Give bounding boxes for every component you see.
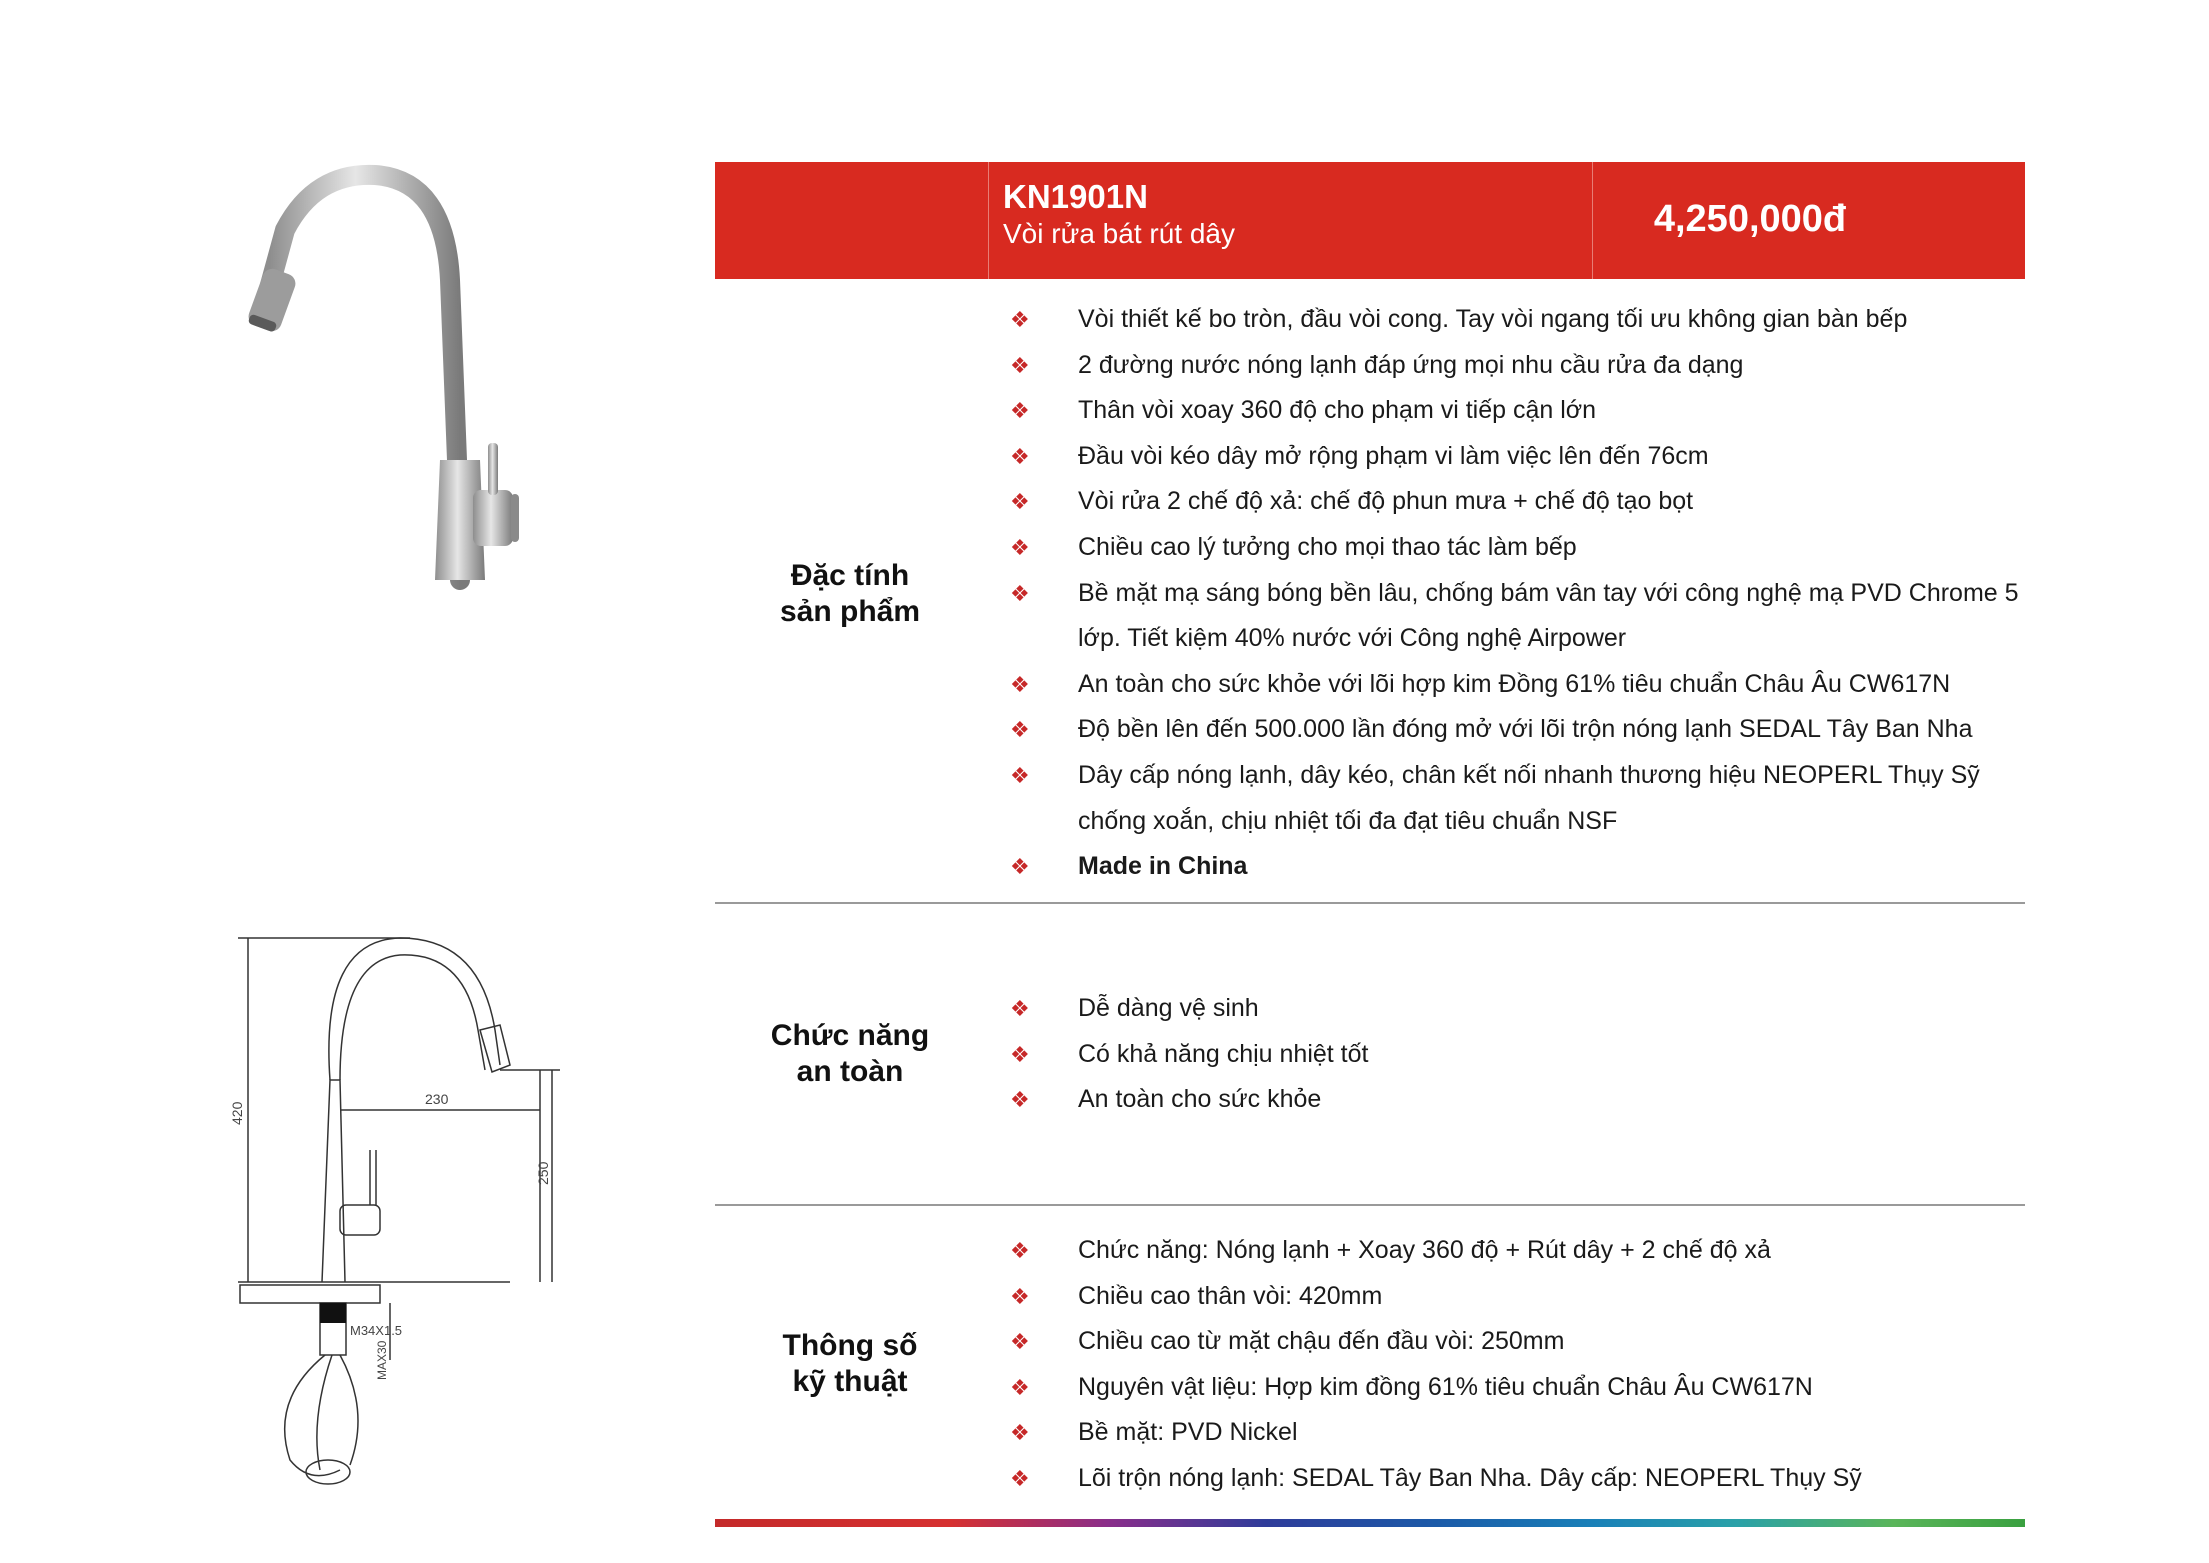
list-item-text: Bề mặt mạ sáng bóng bền lâu, chống bám vân tay với công nghệ mạ PVD Chrome 5 lớp. Tiết kiệm 40% nước với Công nghệ Airpower (1078, 578, 2019, 653)
list-item (1010, 1410, 2020, 1456)
safety-list (1010, 986, 2020, 1123)
list-item (1010, 343, 2020, 389)
list-item-text: Nguyên vật liệu: Hợp kim đồng 61% tiêu chuẩn Châu Âu CW617N (1078, 1372, 1813, 1401)
list-item-text: Made in China (1078, 852, 1248, 881)
section-divider (715, 1204, 2025, 1206)
bullet-icon: ❖ (1010, 443, 1030, 469)
list-item (1010, 1274, 2020, 1320)
bullet-icon: ❖ (1010, 352, 1030, 378)
list-item-text: Bề mặt: PVD Nickel (1078, 1418, 1298, 1447)
list-item (1010, 707, 2020, 753)
bullet-icon: ❖ (1010, 1420, 1030, 1446)
bullet-icon: ❖ (1010, 671, 1030, 697)
list-item (1010, 1228, 2020, 1274)
bullet-icon: ❖ (1010, 534, 1030, 560)
bullet-icon: ❖ (1010, 489, 1030, 515)
section-label-line: sản phẩm (779, 595, 921, 628)
section-divider (715, 902, 2025, 904)
max-thickness-label: MAX30 (375, 1340, 389, 1380)
list-item (1010, 571, 2020, 662)
feature-list (1010, 297, 2020, 890)
bullet-icon: ❖ (1010, 1283, 1030, 1309)
product-price: 4,250,000đ (1653, 198, 1847, 240)
list-item-text: Dây cấp nóng lạnh, dây kéo, chân kết nối nhanh thương hiệu NEOPERL Thụy Sỹ chống xoắn, chịu nhiệt tối đa đạt tiêu chuẩn NSF (1078, 760, 1980, 835)
bullet-icon: ❖ (1010, 1041, 1030, 1067)
list-item-text: Độ bền lên đến 500.000 lần đóng mở với lõi trộn nóng lạnh SEDAL Tây Ban Nha (1078, 715, 1973, 744)
section-label-specs (735, 1328, 965, 1400)
section-label-line: kỹ thuật (792, 1365, 908, 1398)
section-label-line: Đặc tính (790, 559, 910, 592)
list-item (1010, 1456, 2020, 1502)
list-item (1010, 1319, 2020, 1365)
bullet-icon: ❖ (1010, 1087, 1030, 1113)
list-item (1010, 986, 2020, 1032)
bullet-icon: ❖ (1010, 398, 1030, 424)
list-item (1010, 753, 2020, 844)
list-item (1010, 479, 2020, 525)
list-item-text: Vòi thiết kế bo tròn, đầu vòi cong. Tay vòi ngang tối ưu không gian bàn bếp (1078, 305, 1908, 333)
list-item-text: Lõi trộn nóng lạnh: SEDAL Tây Ban Nha. Dây cấp: NEOPERL Thụy Sỹ (1078, 1463, 1862, 1492)
header-divider (988, 162, 989, 279)
thread-label: M34X1.5 (350, 1323, 403, 1338)
bullet-icon: ❖ (1010, 1374, 1030, 1400)
list-item (1010, 662, 2020, 708)
list-item-text: An toàn cho sức khỏe với lõi hợp kim Đồng 61% tiêu chuẩn Châu Âu CW617N (1078, 669, 1951, 698)
bullet-icon: ❖ (1010, 854, 1030, 880)
product-header (715, 162, 2025, 279)
list-item-text: Đầu vòi kéo dây mở rộng phạm vi làm việc lên đến 76cm (1078, 441, 1709, 470)
dimension-230: 230 (425, 1091, 449, 1107)
section-label-line: an toàn (796, 1055, 904, 1088)
list-item-text: An toàn cho sức khỏe (1078, 1085, 1322, 1114)
list-item (1010, 434, 2020, 480)
list-item (1010, 1365, 2020, 1411)
bullet-icon: ❖ (1010, 1465, 1030, 1491)
dimension-420: 420 (229, 1101, 245, 1125)
section-label-features (735, 558, 965, 630)
bullet-icon: ❖ (1010, 307, 1030, 332)
list-item (1010, 297, 2020, 343)
list-item-text: 2 đường nước nóng lạnh đáp ứng mọi nhu cầu rửa đa dạng (1078, 350, 1744, 379)
product-subtitle: Vòi rửa bát rút dây (1003, 218, 1235, 249)
dimension-250: 250 (535, 1161, 551, 1185)
faucet-technical-drawing (210, 880, 610, 1500)
list-item-text: Chiều cao lý tưởng cho mọi thao tác làm bếp (1078, 532, 1577, 561)
list-item-text: Chức năng: Nóng lạnh + Xoay 360 độ + Rút dây + 2 chế độ xả (1078, 1236, 1771, 1264)
list-item (1010, 1032, 2020, 1078)
list-item-text: Có khả năng chịu nhiệt tốt (1078, 1039, 1369, 1068)
bullet-icon: ❖ (1010, 1329, 1030, 1355)
product-model: KN1901N (1003, 178, 1148, 215)
section-label-safety (735, 1018, 965, 1090)
list-item (1010, 525, 2020, 571)
list-item (1010, 1077, 2020, 1123)
specs-list (1010, 1228, 2020, 1502)
bullet-icon: ❖ (1010, 996, 1030, 1021)
list-item-text: Thân vòi xoay 360 độ cho phạm vi tiếp cận lớn (1078, 396, 1597, 425)
list-item-text: Chiều cao từ mặt chậu đến đầu vòi: 250mm (1078, 1327, 1565, 1356)
bullet-icon: ❖ (1010, 717, 1030, 743)
list-item-text: Dễ dàng vệ sinh (1078, 994, 1259, 1022)
list-item (1010, 388, 2020, 434)
faucet-product-image (235, 160, 575, 600)
section-label-line: Thông số (782, 1329, 918, 1362)
footer-color-bar (715, 1519, 2025, 1527)
bullet-icon: ❖ (1010, 1238, 1030, 1263)
bullet-icon: ❖ (1010, 580, 1030, 606)
bullet-icon: ❖ (1010, 762, 1030, 788)
section-label-line: Chức năng (770, 1019, 930, 1052)
list-item-text: Vòi rửa 2 chế độ xả: chế độ phun mưa + chế độ tạo bọt (1078, 487, 1694, 516)
list-item-text: Chiều cao thân vòi: 420mm (1078, 1281, 1383, 1310)
list-item (1010, 844, 2020, 890)
